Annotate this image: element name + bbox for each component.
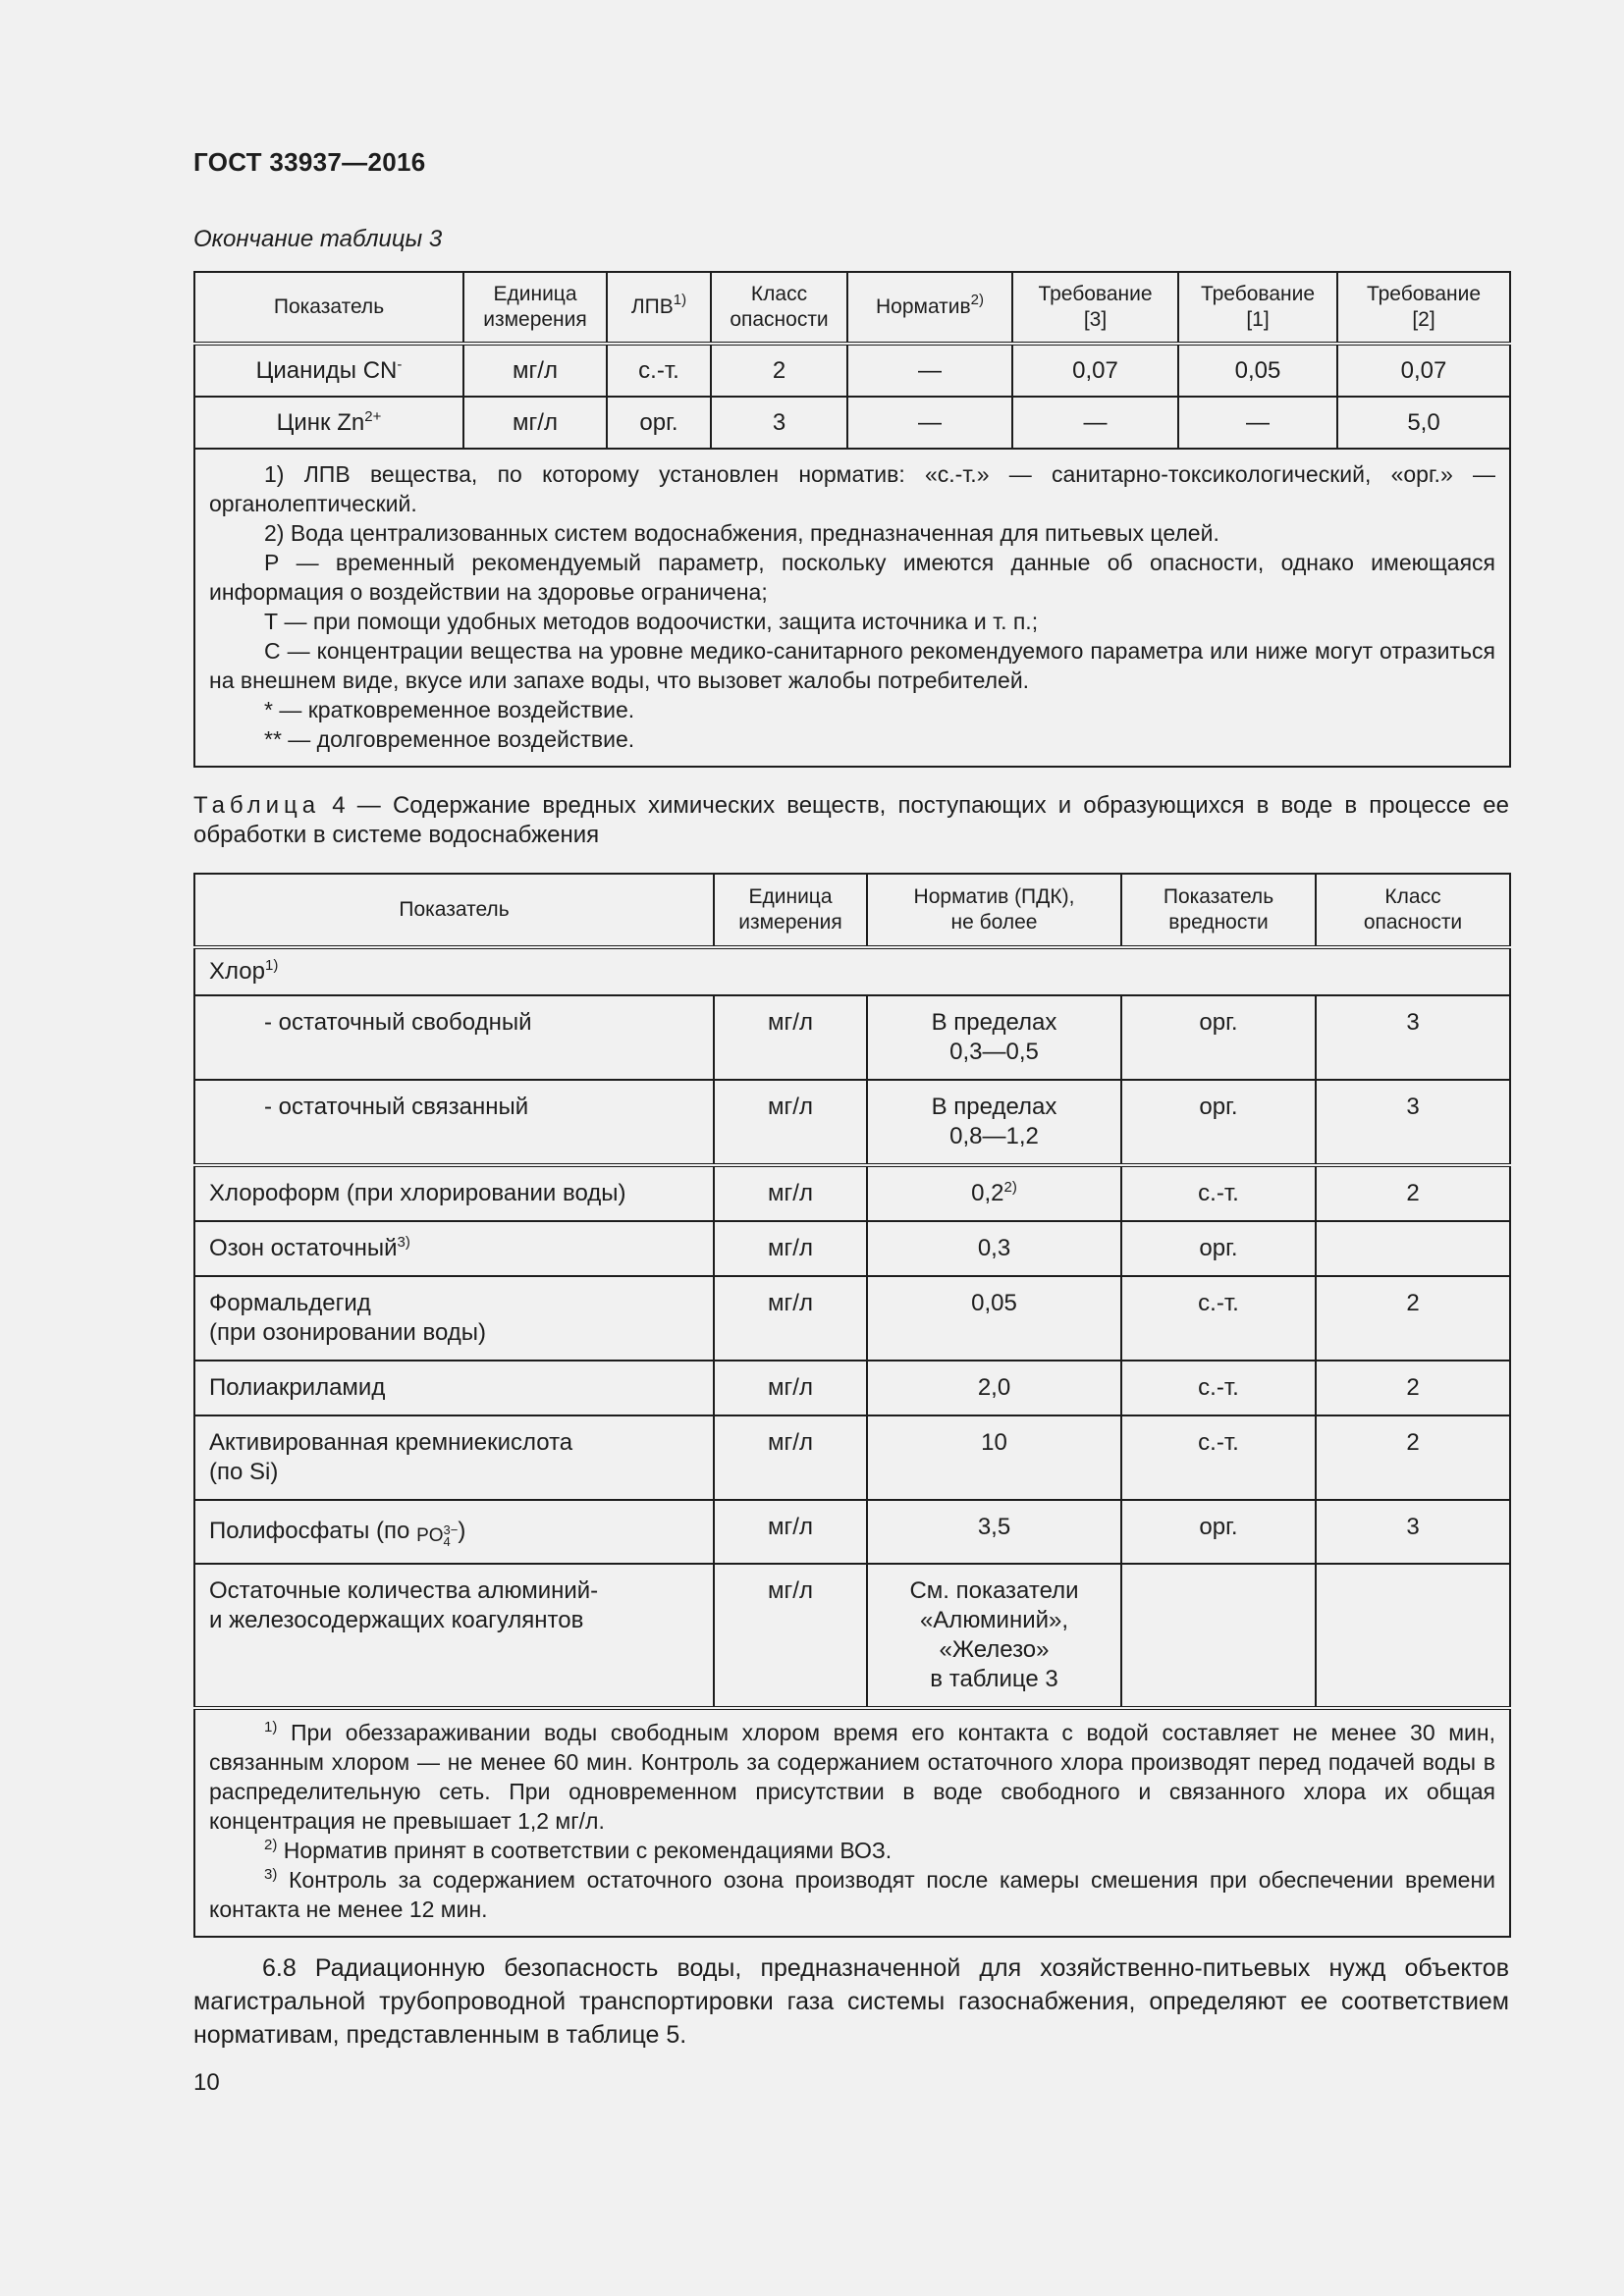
table4-notes-row xyxy=(194,1708,1510,1937)
table4-header-cell: Класс опасности xyxy=(1316,874,1510,947)
table4-cell-harm: орг. xyxy=(1121,1221,1316,1276)
table3-note: * — кратковременное воздействие. xyxy=(264,697,635,722)
table-row xyxy=(194,1564,1510,1708)
table4-cell-name: Формальдегид (при озонировании воды) xyxy=(194,1276,714,1361)
table4-cell-norm: В пределах 0,3—0,5 xyxy=(867,995,1121,1080)
table-row xyxy=(194,344,1510,397)
table3-note: 2) Вода централизованных систем водоснабжения, предназначенная для питьевых целей. xyxy=(264,520,1219,546)
table4-cell-norm: 0,2$^{2)}$ xyxy=(867,1165,1121,1221)
table4-cell-norm: 0,05 xyxy=(867,1276,1121,1361)
table3-header-cell: ЛПВ$^{1)}$ xyxy=(607,272,711,344)
table4-cell-harm: орг. xyxy=(1121,1500,1316,1564)
table3-note: 1) ЛПВ вещества, по которому установлен норматив: «с.-т.» — санитарно-токсикологический, «орг.» — органолептический. xyxy=(209,461,1495,516)
table4-title xyxy=(193,791,1509,850)
table3-cell-req3: — xyxy=(1012,397,1178,449)
table3-cell-unit: мг/л xyxy=(463,344,607,397)
table3-header-cell: Норматив$^{2)}$ xyxy=(847,272,1012,344)
table4-cell-norm: В пределах 0,8—1,2 xyxy=(867,1080,1121,1165)
table3-header-cell: Единица измерения xyxy=(463,272,607,344)
table4-cell-class: 3 xyxy=(1316,1500,1510,1564)
table4-header-cell: Норматив (ПДК), не более xyxy=(867,874,1121,947)
table4-cell-class: 3 xyxy=(1316,995,1510,1080)
table4-cell-unit: мг/л xyxy=(714,1361,867,1415)
table3-header-cell: Класс опасности xyxy=(711,272,847,344)
table3-caption: Окончание таблицы 3 xyxy=(193,226,443,252)
section-6-8-paragraph xyxy=(193,1951,1509,2052)
table4-note: $^{2)}$ Норматив принят в соответствии с рекомендациями ВОЗ. xyxy=(264,1837,893,1863)
table4-cell-norm: 10 xyxy=(867,1415,1121,1500)
table-row xyxy=(194,1165,1510,1221)
table4-cell-unit: мг/л xyxy=(714,1500,867,1564)
table3-cell-req1: 0,05 xyxy=(1178,344,1337,397)
table4-group-label: Хлор$^{1)}$ xyxy=(194,947,1510,995)
table3-note: С — концентрации вещества на уровне медико-санитарного рекомендуемого параметра или ниже могут отразиться на внешнем виде, вкусе или запахе воды, что вызовет жалобы потребителей. xyxy=(209,638,1495,693)
page-number: 10 xyxy=(193,2069,220,2096)
table4-cell-norm: См. показатели «Алюминий», «Железо» в таблице 3 xyxy=(867,1564,1121,1708)
table4-cell-unit: мг/л xyxy=(714,1165,867,1221)
table4-title-text: 4 — Содержание вредных химических веществ, поступающих и образующихся в воде в процессе ее обработки в системе водоснабжения xyxy=(193,792,1509,848)
table3-cell-class: 2 xyxy=(711,344,847,397)
paragraph-text: 6.8 Радиационную безопасность воды, предназначенной для хозяйственно-питьевых нужд объектов магистральной трубопроводной транспортировки газа системы газоснабжения, определяют ее соответствием нормативам, представленным в таблице 5. xyxy=(193,1954,1509,2049)
table4-group-row xyxy=(194,947,1510,995)
table4-cell-norm: 0,3 xyxy=(867,1221,1121,1276)
table-row xyxy=(194,1415,1510,1500)
table3-note: ** — долговременное воздействие. xyxy=(264,726,635,752)
table4-cell-unit: мг/л xyxy=(714,995,867,1080)
table4-cell-harm xyxy=(1121,1564,1316,1708)
table4-cell-name: Активированная кремниекислота (по Si) xyxy=(194,1415,714,1500)
table4-header-cell: Показатель xyxy=(194,874,714,947)
table4-cell-class: 2 xyxy=(1316,1361,1510,1415)
table-row xyxy=(194,1221,1510,1276)
table4-cell-name: Остаточные количества алюминий- и железосодержащих коагулянтов xyxy=(194,1564,714,1708)
table3-header-cell: Требование [2] xyxy=(1337,272,1510,344)
table-row xyxy=(194,397,1510,449)
table4-cell-class xyxy=(1316,1221,1510,1276)
table-row xyxy=(194,1500,1510,1564)
table3-cell-req2: 0,07 xyxy=(1337,344,1510,397)
table4-cell-class: 3 xyxy=(1316,1080,1510,1165)
table4-cell-unit: мг/л xyxy=(714,1221,867,1276)
table3-cell-name: Цианиды CN- xyxy=(194,344,463,397)
table3-cell-norm: — xyxy=(847,397,1012,449)
table4-header-row xyxy=(194,874,1510,947)
table3-notes-row xyxy=(194,449,1510,767)
table4-cell-name: - остаточный свободный xyxy=(194,995,714,1080)
table3-note: Р — временный рекомендуемый параметр, поскольку имеются данные об опасности, однако имеющаяся информация о воздействии на здоровье ограничена; xyxy=(209,550,1495,605)
document-header: ГОСТ 33937—2016 xyxy=(193,147,426,177)
table3-header-cell: Требование [1] xyxy=(1178,272,1337,344)
table-4 xyxy=(193,873,1511,1938)
table-row xyxy=(194,1361,1510,1415)
table4-cell-name: - остаточный связанный xyxy=(194,1080,714,1165)
table4-cell-harm: с.-т. xyxy=(1121,1276,1316,1361)
table4-cell-name: Полифосфаты (по PO3− 4 ) xyxy=(194,1500,714,1564)
table4-cell-harm: с.-т. xyxy=(1121,1165,1316,1221)
table-row xyxy=(194,995,1510,1080)
table4-cell-unit: мг/л xyxy=(714,1276,867,1361)
table4-cell-unit: мг/л xyxy=(714,1080,867,1165)
table3-note: Т — при помощи удобных методов водоочистки, защита источника и т. п.; xyxy=(264,609,1039,634)
table4-header-cell: Показатель вредности xyxy=(1121,874,1316,947)
table3-cell-lpv: с.-т. xyxy=(607,344,711,397)
table3-cell-req2: 5,0 xyxy=(1337,397,1510,449)
table4-cell-unit: мг/л xyxy=(714,1415,867,1500)
table4-cell-norm: 2,0 xyxy=(867,1361,1121,1415)
table4-cell-harm: с.-т. xyxy=(1121,1361,1316,1415)
table4-cell-harm: орг. xyxy=(1121,995,1316,1080)
table3-header-cell: Требование [3] xyxy=(1012,272,1178,344)
table4-cell-class: 2 xyxy=(1316,1276,1510,1361)
table-row xyxy=(194,1276,1510,1361)
table4-title-label: Таблица xyxy=(193,792,321,819)
table4-cell-harm: орг. xyxy=(1121,1080,1316,1165)
table4-notes xyxy=(194,1708,1510,1937)
table4-note: $^{1)}$ При обеззараживании воды свободным хлором время его контакта с водой составляет не менее 30 мин, связанным хлором — не менее 60 мин. Контроль за содержанием остаточного хлора производят перед подачей воды в распределительную сеть. При одновременном присутствии в воде свободного и связанного хлора их общая концентрация не превышает 1,2 мг/л. xyxy=(209,1719,1495,1834)
table-row xyxy=(194,1080,1510,1165)
phosphate-ion-formula: PO3− 4 xyxy=(416,1522,459,1549)
table3-cell-lpv: орг. xyxy=(607,397,711,449)
table4-cell-norm: 3,5 xyxy=(867,1500,1121,1564)
table4-cell-class: 2 xyxy=(1316,1415,1510,1500)
table3-notes xyxy=(194,449,1510,767)
table4-cell-harm: с.-т. xyxy=(1121,1415,1316,1500)
table3-header-row xyxy=(194,272,1510,344)
table3-cell-req1: — xyxy=(1178,397,1337,449)
table3-cell-name: Цинк $Zn^{2+}$ xyxy=(194,397,463,449)
table4-cell-name: Полиакриламид xyxy=(194,1361,714,1415)
table-3 xyxy=(193,271,1511,768)
table4-cell-unit: мг/л xyxy=(714,1564,867,1708)
table3-header-cell: Показатель xyxy=(194,272,463,344)
table4-cell-name: Хлороформ (при хлорировании воды) xyxy=(194,1165,714,1221)
table4-note: $^{3)}$ Контроль за содержанием остаточного озона производят после камеры смешения при обеспечении времени контакта не менее 12 мин. xyxy=(209,1866,1496,1922)
table4-cell-class: 2 xyxy=(1316,1165,1510,1221)
table4-header-cell: Единица измерения xyxy=(714,874,867,947)
table3-cell-norm: — xyxy=(847,344,1012,397)
table4-cell-class xyxy=(1316,1564,1510,1708)
table4-cell-name: Озон остаточный$^{3)}$ xyxy=(194,1221,714,1276)
table3-cell-class: 3 xyxy=(711,397,847,449)
table3-cell-req3: 0,07 xyxy=(1012,344,1178,397)
table3-cell-unit: мг/л xyxy=(463,397,607,449)
